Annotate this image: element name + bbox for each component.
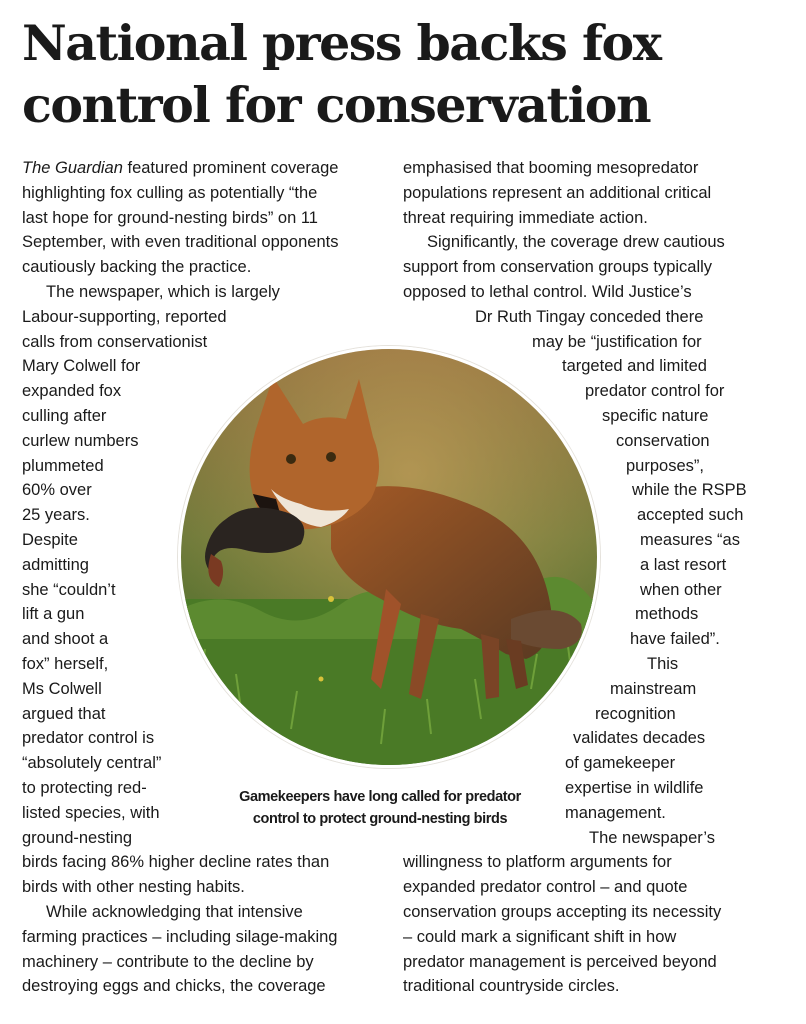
line-text: listed species, with [22, 803, 160, 822]
line-text: a last resort [640, 555, 727, 574]
col2-line [637, 503, 743, 528]
col2-line [602, 404, 708, 429]
caption-line-1: Gamekeepers have long called for predator [239, 789, 521, 805]
line-text: 25 years. [22, 506, 90, 525]
line-text: recognition [595, 704, 676, 723]
line-text: culling after [22, 407, 107, 425]
col1-line [22, 553, 89, 578]
col1-line [22, 726, 154, 751]
col1-line [22, 751, 161, 776]
line-text: destroying eggs and chicks, the coverage [22, 977, 326, 996]
line-text: traditional countryside circles. [403, 977, 620, 996]
col2-line [403, 925, 676, 950]
col2-line [565, 826, 715, 851]
col2-line [403, 974, 619, 999]
col1-line [22, 379, 121, 404]
col1-line [22, 280, 280, 305]
line-text: admitting [22, 555, 89, 574]
col2-line [616, 429, 710, 454]
col2-line [630, 627, 720, 652]
line-text: opposed to lethal control. Wild Justice’s [403, 283, 692, 301]
line-text: “absolutely central” [22, 754, 162, 773]
col2-line [403, 230, 725, 255]
line-text: highlighting fox culling as potentially “the [22, 183, 318, 202]
line-text: while the RSPB [632, 481, 747, 500]
col2-line [403, 875, 687, 900]
line-text: curlew numbers [22, 431, 139, 450]
col1-line [22, 503, 90, 528]
col1-line [22, 404, 106, 429]
col1-line [22, 627, 108, 652]
col2-line [565, 751, 675, 776]
col1-line [22, 206, 318, 231]
col1-line [22, 900, 303, 925]
line-text: – could mark a significant shift in how [403, 927, 677, 946]
line-text: purposes”, [626, 456, 704, 475]
col1-line [22, 156, 338, 181]
line-text: have failed”. [630, 630, 720, 649]
line-text: birds with other nesting habits. [22, 878, 245, 897]
line-text: Mary Colwell for [22, 357, 141, 376]
col2-line [532, 330, 702, 355]
line-text: Ms Colwell [22, 679, 102, 698]
line-text: expertise in wildlife [565, 779, 704, 797]
line-text: fox” herself, [22, 655, 109, 673]
col2-line [403, 156, 698, 181]
col2-line [403, 181, 711, 206]
col1-line [22, 925, 337, 950]
col2-line [565, 801, 666, 826]
line-text: of gamekeeper [565, 754, 676, 773]
col2-line [403, 900, 721, 925]
fox-photo [178, 346, 600, 768]
headline-line-1: National press backs fox [22, 14, 661, 72]
line-text: validates decades [573, 729, 706, 748]
col2-line [403, 206, 648, 231]
col1-line [22, 478, 92, 503]
col2-line [635, 602, 698, 627]
line-text: support from conservation groups typically [403, 258, 713, 277]
col1-line [22, 974, 326, 999]
col1-line [22, 801, 160, 826]
col1-line [22, 330, 207, 355]
col2-line [403, 255, 712, 280]
col2-line [632, 478, 747, 503]
col2-line [640, 528, 740, 553]
line-text: emphasised that booming mesopredator [403, 159, 699, 177]
line-text: last hope for ground-nesting birds” on 11 [22, 208, 318, 227]
line-text: machinery – contribute to the decline by [22, 952, 314, 971]
col2-line [647, 652, 678, 677]
line-text: may be “justification for [532, 332, 702, 351]
line-text: lift a gun [22, 605, 85, 624]
line-text: This [647, 655, 679, 673]
col1-line [22, 354, 140, 379]
line-text: specific nature [602, 407, 709, 425]
line-text: predator control for [585, 382, 725, 401]
col1-line [22, 652, 108, 677]
line-text: management. [565, 803, 666, 822]
col2-line [595, 702, 676, 727]
col1-line [22, 255, 251, 280]
photo-caption [210, 786, 550, 830]
col1-line [22, 950, 314, 975]
line-text: methods [635, 605, 699, 624]
line-text: The newspaper’s [589, 828, 715, 847]
col1-line [22, 875, 245, 900]
col2-line [573, 726, 705, 751]
col1-line [22, 602, 84, 627]
line-text: farming practices – including silage-making [22, 927, 338, 946]
col1-line [22, 528, 78, 553]
col2-line [403, 850, 672, 875]
line-text: she “couldn’t [22, 580, 116, 599]
line-text: willingness to platform arguments for [403, 853, 672, 872]
line-text: Significantly, the coverage drew cautious [427, 233, 725, 252]
line-text: ground-nesting [22, 828, 133, 847]
line-text: conservation groups accepting its necessity [403, 903, 722, 921]
line-text: conservation [616, 431, 710, 450]
headline [22, 12, 792, 136]
line-text: accepted such [637, 506, 744, 525]
line-text: Dr Ruth Tingay conceded there [475, 307, 704, 326]
col2-line [626, 454, 704, 479]
line-text: featured prominent coverage [122, 159, 339, 177]
col1-line [22, 826, 132, 851]
col1-line [22, 677, 102, 702]
col1-line [22, 578, 116, 603]
col2-line [403, 280, 692, 305]
line-text: While acknowledging that intensive [46, 903, 303, 921]
col2-line [640, 553, 726, 578]
line-text: argued that [22, 704, 106, 723]
line-text: predator control is [22, 729, 155, 748]
line-text: measures “as [640, 531, 740, 549]
line-text: calls from conservationist [22, 332, 208, 351]
col1-line [22, 305, 227, 330]
line-text: and shoot a [22, 630, 109, 649]
col2-line [640, 578, 722, 603]
line-text: birds facing 86% higher decline rates than [22, 853, 330, 872]
line-text: The newspaper, which is largely [46, 283, 280, 301]
line-text: to protecting red- [22, 779, 147, 797]
line-text: populations represent an additional critical [403, 183, 712, 202]
line-text: when other [640, 580, 722, 599]
line-text: threat requiring immediate action. [403, 208, 648, 227]
line-text: predator management is perceived beyond [403, 952, 717, 971]
col1-line [22, 702, 105, 727]
col1-line [22, 230, 338, 255]
col1-line [22, 181, 317, 206]
line-text: Labour-supporting, reported [22, 307, 227, 326]
col1-line [22, 454, 104, 479]
publication-name: The Guardian [22, 159, 123, 177]
col2-line [562, 354, 707, 379]
col2-line [475, 305, 703, 330]
line-text: expanded predator control – and quote [403, 878, 688, 897]
col2-line [565, 776, 703, 801]
col1-line [22, 429, 138, 454]
line-text: expanded fox [22, 382, 122, 401]
headline-line-2: control for conservation [22, 76, 651, 134]
line-text: cautiously backing the practice. [22, 258, 252, 277]
line-text: Despite [22, 531, 78, 549]
line-text: 60% over [22, 481, 92, 500]
line-text: targeted and limited [562, 357, 707, 376]
col2-line [585, 379, 724, 404]
line-text: mainstream [610, 679, 697, 698]
col1-line [22, 850, 329, 875]
fox-illustration [181, 349, 597, 765]
col2-line [610, 677, 696, 702]
line-text: September, with even traditional opponents [22, 233, 339, 252]
col2-line [403, 950, 717, 975]
line-text: plummeted [22, 456, 104, 475]
caption-line-2: control to protect ground-nesting birds [252, 811, 508, 827]
col1-line [22, 776, 147, 801]
